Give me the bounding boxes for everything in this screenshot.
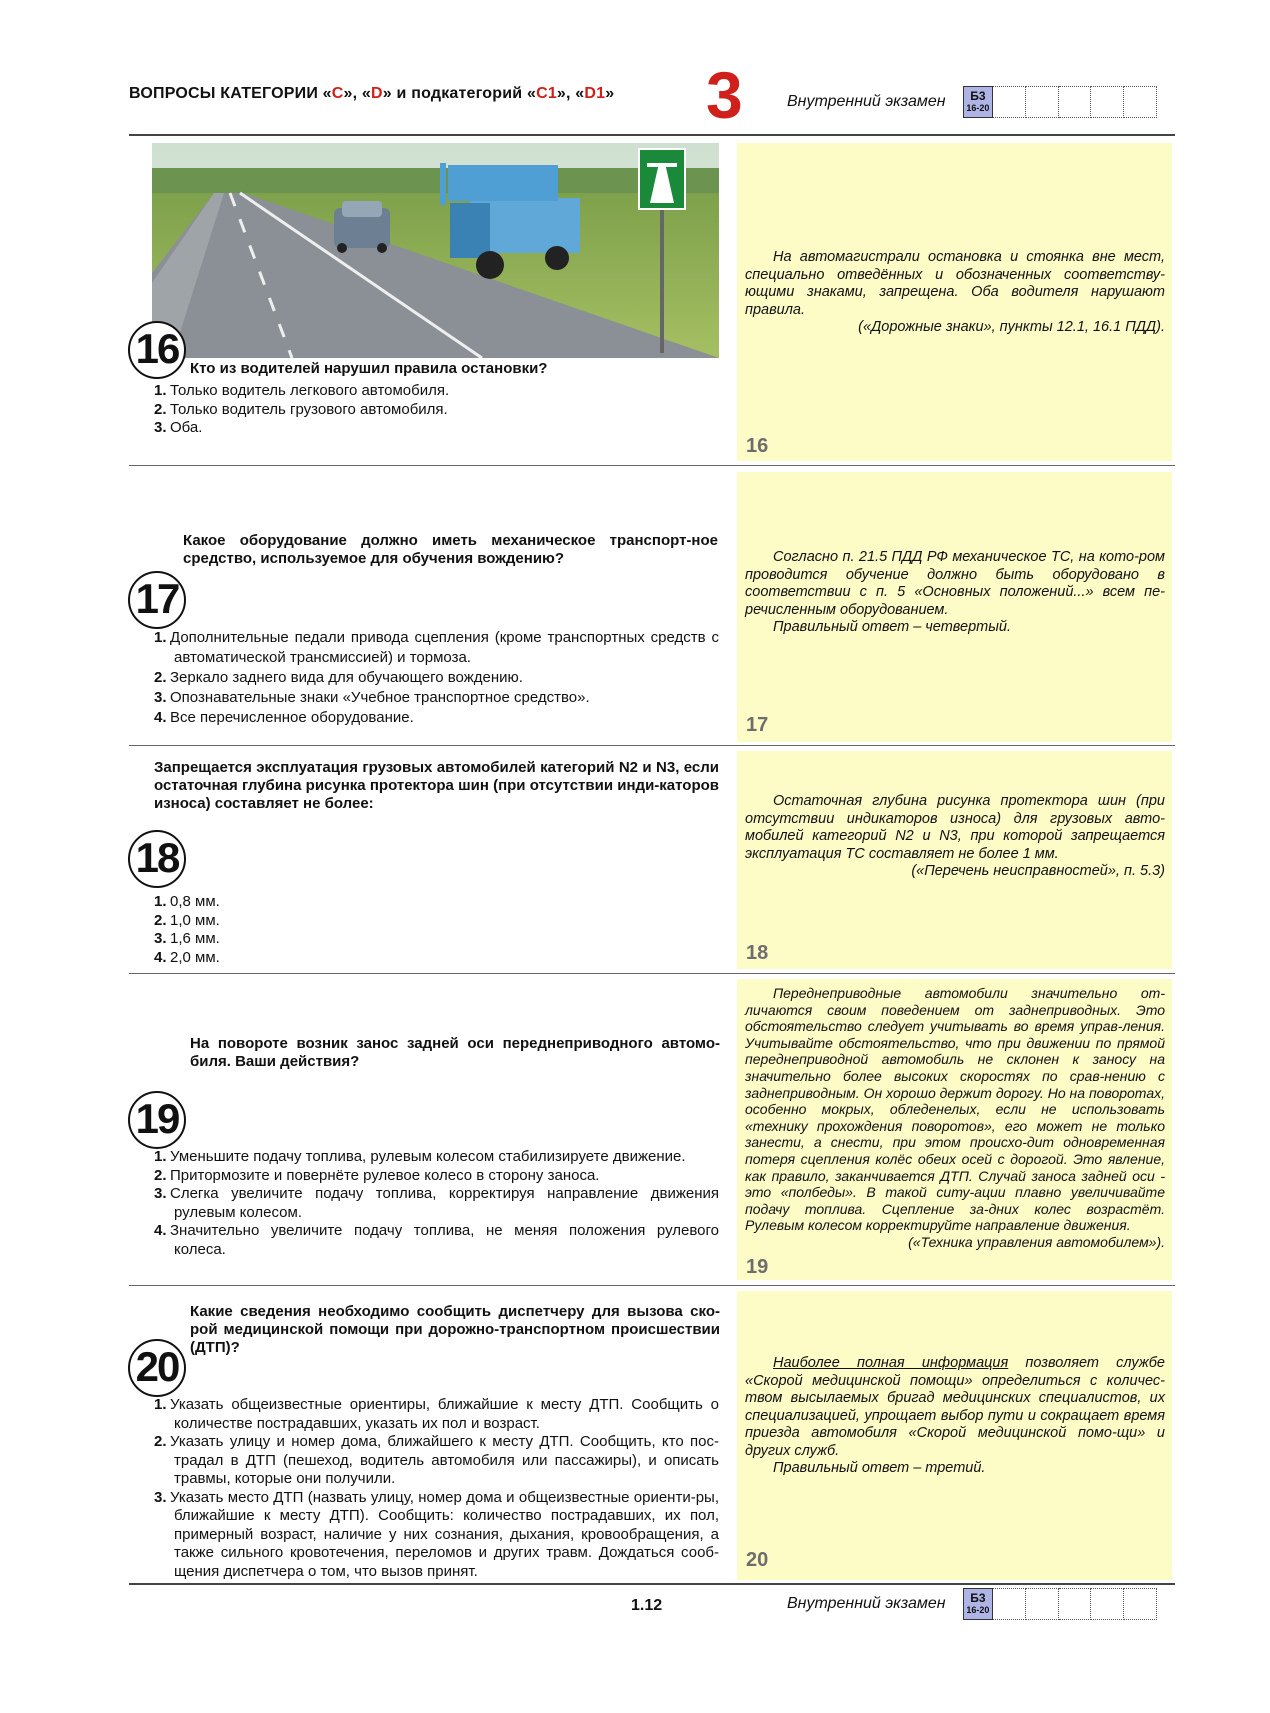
footer-exam-label: Внутренний экзамен [787,1595,946,1612]
answer-option[interactable]: 2. 1,0 мм. [154,911,220,929]
panel-number-18: 18 [746,942,769,964]
answer-option[interactable]: 1. 0,8 мм. [154,893,220,910]
answer-option[interactable]: 4. Все перечисленное оборудование. [154,709,414,726]
answer-option[interactable]: 2. Зеркало заднего вида для обучающего вождению. [154,669,523,686]
category-c1: C1 [536,85,557,102]
answer-option[interactable]: 3. Опознавательные знаки «Учебное транспортное средство». [154,689,590,706]
ticket-cell[interactable] [1026,86,1059,118]
category-d1: D1 [584,85,606,102]
answer-option[interactable]: 1. Уменьшите подачу топлива, рулевым колесом стабилизируете движение. [154,1148,686,1165]
ticket-cell[interactable] [1124,1588,1157,1620]
panel-number-19: 19 [746,1256,769,1278]
question-divider [129,465,1175,466]
ticket-cell[interactable] [1059,86,1092,118]
question-divider [129,745,1175,746]
answer-option[interactable]: 3. Указать место ДТП (назвать улицу, номер дома и общеизвестные ориенти-ры, ближайшие к месту ДТП). Сообщить: количество пострадавших, их пол, примерный возраст, наличие у них сознания, дыхания, кровообращения, а также сильного кровотечения, переломов и других травм. Дождаться сооб-щения диспетчера о том, что вызов принят. [154,1488,719,1580]
question-text-19: На повороте возник занос задней оси переднеприводного автомо-биля. Ваши действия? [190,1035,720,1070]
answer-option[interactable]: 4. 2,0 мм. [154,948,220,966]
ticket-cell[interactable] [1091,1588,1124,1620]
question-number-18: 18 [128,830,186,888]
category-d: D [371,85,383,102]
ticket-cell[interactable] [993,86,1026,118]
question-number-19: 19 [128,1091,186,1149]
question-divider [129,1285,1175,1286]
question-number-20: 20 [128,1339,186,1397]
question-text-20: Какие сведения необходимо сообщить диспетчеру для вызова ско-рой медицинской помощи при дорожно-транспортном происшествии (ДТП)? [190,1303,720,1356]
answer-option[interactable]: 4. Значительно увеличите подачу топлива, не меняя положения рулевого колеса. [154,1222,719,1258]
answer-option[interactable]: 3. Слегка увеличите подачу топлива, корректируя направление движения рулевым колесом. [154,1185,719,1221]
answer-list-20 [154,1396,719,1581]
passenger-car [334,201,390,253]
explanation-19: Переднеприводные автомобили значительно от-личаются своим поведением от заднеприводных. Это обстоятельство следует учитывать во время управ-ления. Учитывайте обстоятельство, что при движении по прямой переднеприводной автомобиль не склонен к заносу на значительно более высоких скоростях по срав-нению с заднеприводным. Он хорошо держит дорогу. Но на поворотах, особенно мокрых, обледенелых, если не использовать «технику прохождения поворотов», его может не только занести, а снести, при этом происхо-дит одновременная потеря сцепления колёс обеих осей с дорогой. Это явление, как правило, заканчивается ДТП. Случай заноса задней оси - это «полбеды». В такой ситу-ации плавно увеличивайте подачу топлива. Сцепление за-дних колес возрастёт. Рулевым колесом корректируйте направление движения. («Техника управления автомобилем»). [745,985,1165,1250]
explanation-16: На автомагистрали остановка и стоянка вне мест, специально отведённых и обозначенных соответству-ющими знаками, запрещена. Оба водителя нарушают правила. («Дорожные знаки», пункты 12.1, 16.1 ПДД). [745,249,1165,335]
ticket-code: Б3 16-20 [963,86,993,118]
question-text-18: Запрещается эксплуатация грузовых автомобилей категорий N2 и N3, если остаточная глубина рисунка протектора шин (при отсутствии инди-каторов износа) составляет не более: [154,759,719,812]
panel-number-20: 20 [746,1549,769,1571]
ticket-cell[interactable] [1124,86,1157,118]
explanation-18: Остаточная глубина рисунка протектора шин (при отсутствии индикаторов износа) для грузовых авто-мобилей категорий N2 и N3, при которой запрещается эксплуатация ТС составляет не более 1 мм. («Перечень неисправностей», п. 5.3) [745,793,1165,879]
answer-option[interactable]: 2. Только водитель грузового автомобиля. [154,400,448,418]
answer-option[interactable]: 2. Притормозите и повернёте рулевое колесо в сторону заноса. [154,1166,600,1184]
ticket-cell[interactable] [1059,1588,1092,1620]
explanation-17: Согласно п. 21.5 ПДД РФ механическое ТС, на кото-ром проводится обучение должно быть оборудовано в соответствии с п. 5 «Основных положений...» всем пе-речисленным оборудованием. Правильный ответ – четвертый. [745,549,1165,635]
answer-option[interactable]: 1. Дополнительные педали привода сцепления (кроме транспортных средств с автоматической трансмиссией) и тормоза. [154,629,719,666]
question-text-17: Какое оборудование должно иметь механическое транспорт-ное средство, используемое для обучения вождению? [183,532,718,567]
ticket-cell[interactable] [1091,86,1124,118]
exam-label: Внутренний экзамен [787,93,946,110]
page-header-title: ВОПРОСЫ КАТЕГОРИИ «C», «D» и подкатегорий «C1», «D1» [129,85,615,102]
answer-option[interactable]: 3. 1,6 мм. [154,930,220,947]
ticket-grid [963,86,1157,118]
answer-option[interactable]: 3. Оба. [154,419,203,436]
category-c: C [331,85,344,102]
answer-list-18 [154,893,719,967]
panel-number-17: 17 [746,714,769,736]
footer-ticket-grid [963,1588,1157,1620]
question-number-16: 16 [128,321,186,379]
answer-option[interactable]: 2. Указать улицу и номер дома, ближайшего к месту ДТП. Сообщить, кто пос-традал в ДТП (пешеход, водитель автомобиля или пассажиры), и описать травмы, которые они получили. [154,1433,719,1487]
road-scene-illustration [152,143,719,358]
answer-list-19 [154,1148,719,1259]
question-divider [129,973,1175,974]
answer-list-17 [154,628,719,728]
answer-list-16 [154,382,719,438]
footer-ticket-code: Б3 16-20 [963,1588,993,1620]
question-text-16: Кто из водителей нарушил правила остановки? [190,360,548,377]
ticket-cell[interactable] [993,1588,1026,1620]
question-number-17: 17 [128,571,186,629]
answer-option[interactable]: 1. Только водитель легкового автомобиля. [154,382,450,399]
section-number: 3 [706,58,743,132]
ticket-cell[interactable] [1026,1588,1059,1620]
panel-number-16: 16 [746,435,769,457]
explanation-20: Наиболее полная информация позволяет службе «Скорой медицинской помощи» определиться с количес-твом высылаемых бригад медицинских специалистов, их специализацией, упрощает выбор пути и сокращает время приезда автомобиля «Скорой медицинской помо-щи» и других служб. Правильный ответ – третий. [745,1355,1165,1476]
header-divider [129,134,1175,136]
page-number: 1.12 [631,1597,663,1614]
footer-divider [129,1583,1175,1585]
answer-option[interactable]: 1. Указать общеизвестные ориентиры, ближайшие к месту ДТП. Сообщить о количестве пострадавших, указать их пол и возраст. [154,1396,719,1432]
